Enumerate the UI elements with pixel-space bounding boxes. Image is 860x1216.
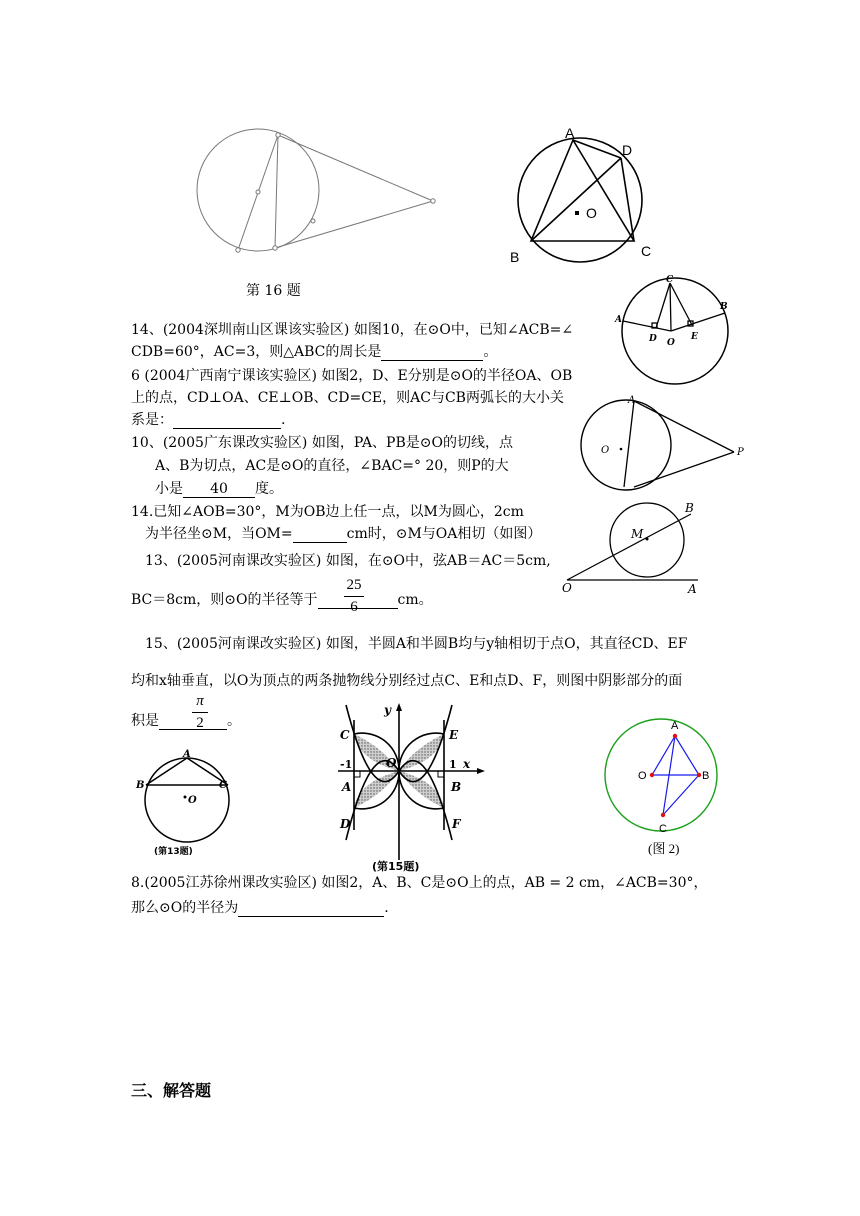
label-c: C [641,243,652,259]
figure-q14b [558,500,708,596]
svg-text:D: D [340,817,351,831]
q10-line2: A、B为切点，AC是⊙O的直径，∠BAC=° 20，则P的大 [155,458,509,474]
q13-line2: BC＝8cm，则⊙O的半径等于 cm。 [131,592,433,608]
svg-text:A: A [342,780,352,794]
svg-text:O: O [188,795,197,806]
q15-line2: 均和x轴垂直，以O为顶点的两条抛物线分别经过点C、E和点D、F，则图中阴影部分的面 [131,673,683,689]
label-d: D [622,142,633,158]
q10-line3: 小是 40 度。 [155,481,283,497]
svg-text:C: C [340,728,350,742]
q14b-line2: 为半径坐⊙M，当OM= cm时，⊙M与OA相切（如图） [145,526,542,542]
label-b: B [510,249,520,265]
q14-line2: CDB=60°，AC=3，则△ABC的周长是 。 [131,344,498,360]
svg-text:-1: -1 [340,758,353,771]
label-a: A [565,125,575,141]
section-title: 三、解答题 [131,1081,212,1100]
q15-line1: 15、(2005河南课改实验区) 如图，半圆A和半圆B均与y轴相切于点O，其直径CD、EF [145,636,688,652]
figure-16 [190,128,450,258]
svg-text:B: B [685,501,694,515]
figure-q10 [576,397,752,489]
svg-text:(第15题): (第15题) [372,860,420,873]
svg-text:B: B [702,770,710,782]
svg-text:C: C [659,823,667,835]
svg-text:O: O [601,445,610,456]
q14b-line1: 14.已知∠AOB=30°，M为OB边上任一点，以M为圆心，2cm [131,504,524,520]
label-o: O [586,205,597,221]
svg-text:B: B [136,780,145,791]
q6-line1: 6 (2004广西南宁课该实验区) 如图2，D、E分别是⊙O的半径OA、OB [131,368,573,384]
svg-text:A: A [615,315,622,325]
svg-text:B: B [720,302,728,312]
q14-line1: 14、(2004深圳南山区课该实验区) 如图10，在⊙O中，已知∠ACB=∠ [131,322,574,338]
svg-text:A: A [671,720,679,732]
q15-answer-fraction: π 2 [192,693,208,732]
figure-15 [328,700,488,872]
svg-text:O: O [386,756,397,770]
svg-text:O: O [667,338,675,348]
svg-text:O: O [562,581,572,595]
q10-line1: 10、(2005广东课改实验区) 如图，PA、PB是⊙O的切线，点 [131,435,513,451]
svg-text:A: A [628,395,636,406]
svg-text:A: A [183,749,191,760]
svg-text:A: A [688,582,697,596]
svg-text:(第13题): (第13题) [154,847,193,857]
svg-text:M: M [631,527,644,541]
q8-line2: 那么⊙O的半径为 . [131,900,389,916]
q13-answer-fraction: 25 6 [344,577,364,616]
svg-text:B: B [451,780,462,794]
q6-line3: 系是： . [131,412,286,428]
q13-line1: 13、(2005河南课改实验区) 如图，在⊙O中，弦AB＝AC＝5cm, [145,553,551,569]
svg-text:P: P [737,447,744,458]
figure-q14 [612,275,738,387]
figure-2 [600,716,732,858]
q15-line3: 积是 。 [131,713,241,729]
svg-text:D: D [649,334,657,344]
svg-text:E: E [449,728,459,742]
figure-13 [132,748,238,858]
figure-16-caption: 第 16 题 [246,283,301,299]
svg-text:C: C [666,275,674,285]
svg-text:y: y [384,703,391,717]
svg-text:x: x [463,757,471,771]
q10-answer: 40 [183,481,255,498]
q8-line1: 8.(2005江苏徐州课改实验区) 如图2，A、B、C是⊙O上的点，AB = 2 cm，∠ACB=30°， [131,875,708,891]
svg-text:O: O [638,770,647,782]
svg-text:(图 2): (图 2) [648,841,680,856]
svg-text:C: C [219,780,227,791]
svg-text:E: E [691,332,698,342]
figure-circle-abcd [510,125,670,270]
q6-line2: 上的点，CD⊥OA、CE⊥OB、CD=CE，则AC与CB两弧长的大小关 [131,390,564,406]
svg-text:1: 1 [449,758,457,771]
svg-text:F: F [452,817,461,831]
